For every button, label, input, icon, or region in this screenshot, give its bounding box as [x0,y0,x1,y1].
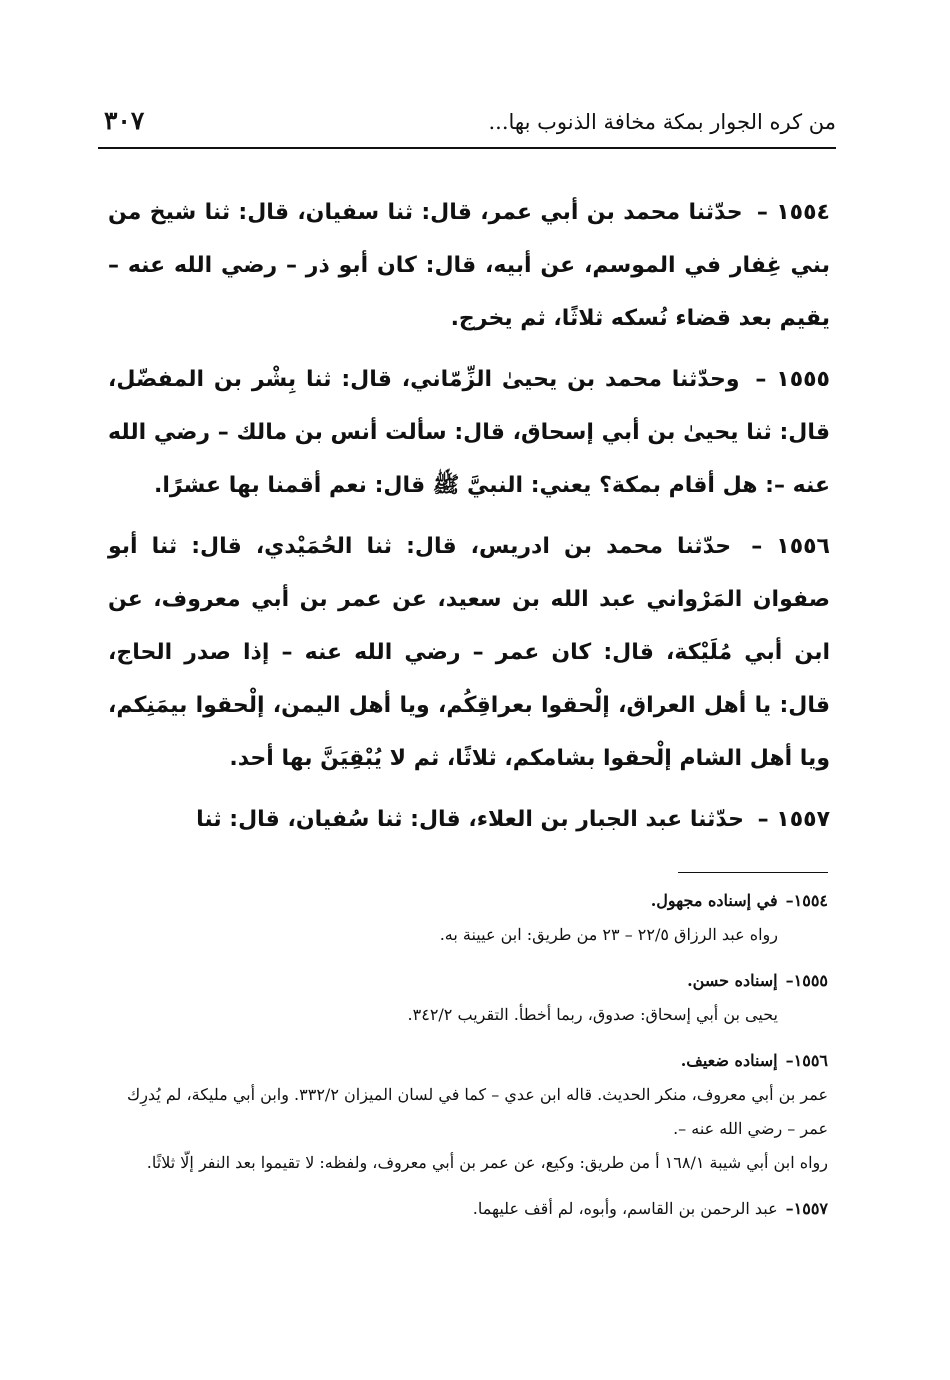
header-title: من كره الجوار بمكة مخافة الذنوب بها... [488,110,836,134]
hadith-paragraph [108,353,830,512]
running-header [98,106,836,146]
hadith-number: ١٥٥٥ – [755,367,830,392]
hadith-text: حدّثنا محمد بن أبي عمر، قال: ثنا سفيان، قال: ثنا شيخ من بني غِفار في الموسم، عن أبيه، قال: كان أبو ذر – رضي الله عنه – يقيم بعد قضاء نُسكه ثلاثًا، ثم يخرج. [108,200,830,331]
main-text [108,186,830,846]
footnote-number: ١٥٥٦– [785,1051,828,1070]
footnote-heading [106,964,828,998]
footnote-heading [106,1192,828,1226]
hadith-paragraph [108,186,830,345]
page-number: ٣٠٧ [104,106,145,135]
footnote-line: رواه عبد الرزاق ٢٢/٥ – ٢٣ من طريق: ابن عيينة به. [439,925,778,944]
footnote-number: ١٥٥٤– [785,891,828,910]
footnotes [106,884,828,1238]
footnote-number: ١٥٥٥– [785,971,828,990]
footnote-verdict: في إسناده مجهول. [650,891,778,910]
hadith-number: ١٥٥٤ – [756,200,830,225]
hadith-text: حدّثنا محمد بن ادريس، قال: ثنا الحُمَيْدي، قال: ثنا أبو صفوان المَرْواني عبد الله بن سعيد، عن عمر بن أبي معروف، عن ابن أبي مُلَيْكة، قال: كان عمر – رضي الله عنه – إذا صدر الحاج، قال: يا أهل العراق، إلْحقوا بعراقِكُم، ويا أهل اليمن، إلْحقوا بيمَنِكم، ويا أهل الشام إلْحقوا بشامكم، ثلاثًا، ثم لا يُبْقِيَنَّ بها أحد. [108,534,830,771]
footnote-number: ١٥٥٧– [785,1199,828,1218]
footnote-heading [106,884,828,918]
hadith-text: وحدّثنا محمد بن يحيىٰ الزِّمّاني، قال: ثنا بِشْر بن المفضّل، قال: ثنا يحيىٰ بن أبي إسحاق، قال: سألت أنس بن مالك – رضي الله عنه –: هل أقام بمكة؟ يعني: النبيَّ ﷺ قال: نعم أقمنا بها عشرًا. [108,367,830,498]
footnote-heading [106,1044,828,1078]
hadith-number: ١٥٥٧ – [757,807,830,832]
footnote-verdict: إسناده حسن. [687,971,778,990]
hadith-paragraph [108,520,830,785]
footnote-line: يحيى بن أبي إسحاق: صدوق، ربما أخطأ. التقريب ٣٤٢/٢. [407,1005,778,1024]
hadith-number: ١٥٥٦ – [751,534,830,559]
footnote [106,1044,828,1180]
footnote [106,1192,828,1226]
footnote [106,964,828,1032]
hadith-text: حدّثنا عبد الجبار بن العلاء، قال: ثنا سُفيان، قال: ثنا [196,807,744,832]
hadith-paragraph [108,793,830,846]
footnote [106,884,828,952]
footnote-line: عمر بن أبي معروف، منكر الحديث. قاله ابن عدي – كما في لسان الميزان ٣٣٢/٢. وابن أبي مليكة، لم يُدرِك عمر – رضي الله عنه –. [127,1085,828,1138]
footnote-verdict: عبد الرحمن بن القاسم، وأبوه، لم أقف عليهما. [472,1199,778,1218]
footnote-rule [678,872,828,873]
footnote-verdict: إسناده ضعيف. [680,1051,778,1070]
footnote-line: رواه ابن أبي شيبة ١٦٨/١ أ من طريق: وكيع، عن عمر بن أبي معروف، ولفظه: لا تقيموا بعد النفر إلّا ثلاثًا. [146,1153,828,1172]
header-rule [98,147,836,149]
